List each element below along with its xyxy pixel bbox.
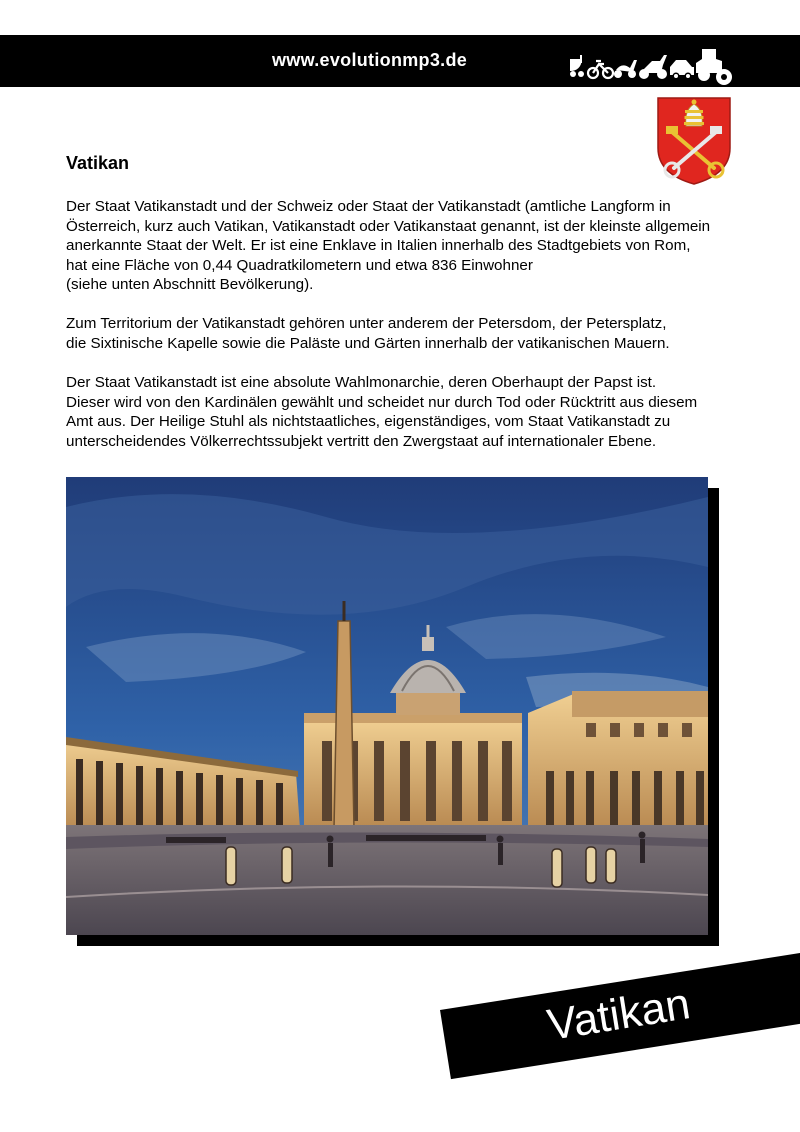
text-line: Amt aus. Der Heilige Stuhl als nichtstaatliches, eigenständiges, vom Staat Vatikanstadt zu	[66, 413, 671, 430]
text-line: hat eine Fläche von 0,44 Quadratkilometern und etwa 836 Einwohner	[66, 256, 533, 274]
tractor-icon	[696, 49, 732, 85]
stroller-icon	[570, 55, 584, 77]
text-line: Zum Territorium der Vatikanstadt gehören unter anderem der Petersdom, der Petersplatz,	[66, 315, 667, 332]
title-banner	[440, 949, 800, 1079]
st-peters-square-photo	[66, 477, 708, 935]
banner-title: Vatikan	[543, 979, 694, 1051]
site-url-link[interactable]: www.evolutionmp3.de	[272, 50, 468, 70]
text-line: Österreich, kurz auch Vatikan, Vatikanstadt oder Vatikanstaat genannt, ist der kleinste allgemein	[66, 217, 711, 235]
text-line: Dieser wird von den Kardinälen gewählt und scheidet nur durch Tod oder Rücktritt aus diesem	[66, 393, 698, 411]
text-line: unterscheidendes Völkerrechtssubjekt vertritt den Zwergstaat auf internationaler Ebene.	[66, 432, 657, 450]
article-paragraph-2	[66, 314, 766, 353]
bicycle-icon	[588, 61, 613, 78]
motorbike-icon	[639, 55, 667, 79]
article-paragraph-3	[66, 373, 766, 451]
car-icon	[670, 60, 694, 80]
vatican-coat-of-arms-icon	[656, 96, 732, 186]
scooter-icon	[614, 60, 637, 78]
text-line: die Sixtinische Kapelle sowie die Paläste und Gärten innerhalb der vatikanischen Mauern.	[66, 334, 670, 352]
text-line: (siehe unten Abschnitt Bevölkerung).	[66, 276, 314, 293]
text-line: Der Staat Vatikanstadt und der Schweiz oder Staat der Vatikanstadt (amtliche Langform in	[66, 198, 671, 215]
text-line: Der Staat Vatikanstadt ist eine absolute Wahlmonarchie, deren Oberhaupt der Papst ist.	[66, 374, 657, 391]
vehicle-icons	[566, 37, 736, 85]
text-line: anerkannte Staat der Welt. Er ist eine Enklave in Italien innerhalb des Stadtgebiets von Rom,	[66, 237, 691, 254]
header-bar	[0, 35, 800, 87]
article-heading: Vatikan	[66, 153, 130, 173]
article-paragraph-1	[66, 197, 766, 295]
